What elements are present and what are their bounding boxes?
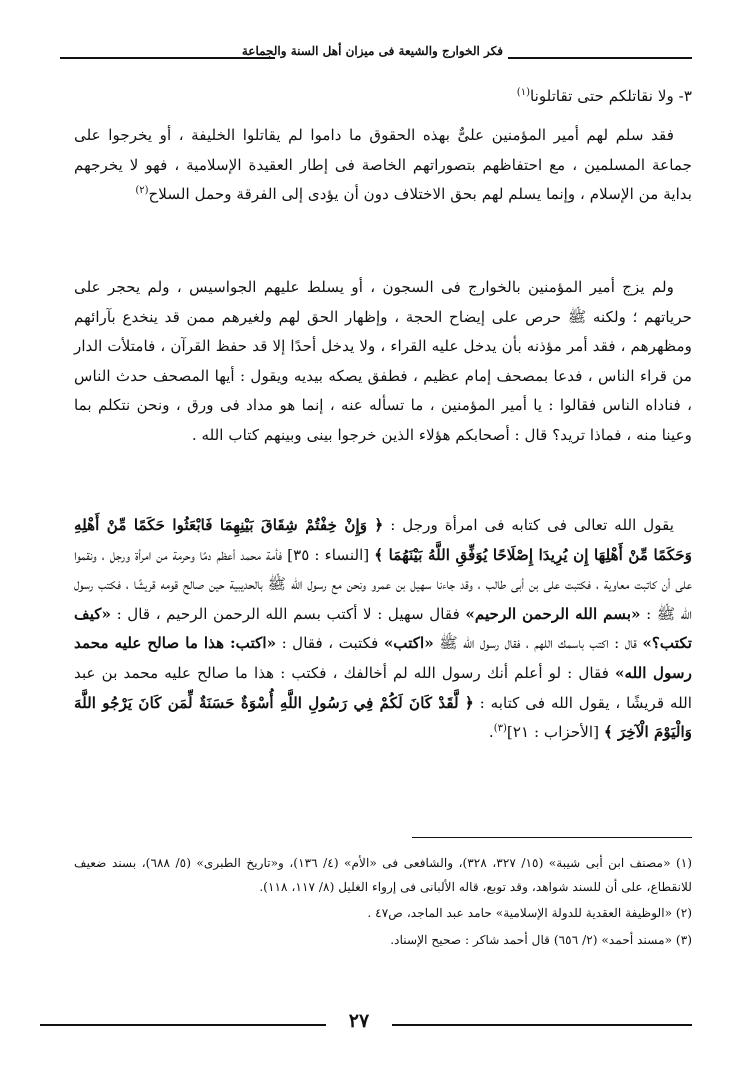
p4-sentence-3: فقال سهيل : لا أكتب بسم الله الرحمن الرحيم ، قال : (116, 604, 460, 623)
p4-sentence-6: فقال : لو أعلم أنك رسول الله لم أخالفك ، فكتب : هذا ما صالح عليه محمد بن عبد الله قريشًا ، يقول الله فى كتابه : (74, 663, 693, 712)
quote-uktub: «اكتب» (383, 634, 434, 653)
page-footer (40, 1010, 692, 1036)
page-number: ٢٧ (348, 1010, 370, 1032)
footnote-ref-1: (١) (516, 86, 530, 98)
p4-end: . (488, 723, 494, 742)
footer-rule-left (40, 1024, 326, 1026)
header-rule-left (60, 57, 275, 59)
paragraph-2-text: فقد سلم لهم أمير المؤمنين علىٌّ بهذه الحقوق ما داموا لم يقاتلوا الخليفة ، أو يخرجوا على جماعة المسلمين ، مع احتفاظهم بتصوراتهم الخاصة فى إطار العقيدة الإسلامية ، فهو لا يخرجهم بداية من الإسلام ، وإنما يسلم لهم بحق الاختلاف دون أن يؤدى إلى الفرقة وحمل السلاح (74, 126, 692, 204)
p4-sentence-1: يقول الله تعالى فى كتابه فى امرأة ورجل : (390, 516, 675, 534)
paragraph-2 (74, 121, 692, 210)
p4-sentence-2: [النساء : ٣٥] فأمة محمد أعظم دمًا وحرمة من امرأة ورجل ، ونقموا على أن كاتبت معاوية ، فكتبت على بن أبى طالب ، وقد جاءنا سهيل بن عمرو ونحن مع رسول الله ﷺ بالحديبية حين صالح قومه قريشًا ، فكتب رسول الله ﷺ : (74, 545, 692, 623)
footnote-2: (٢) «الوظيفة العقدية للدولة الإسلامية» حامد عبد الماجد، ص٤٧ . (367, 906, 692, 921)
footnote-separator (412, 837, 692, 838)
quote-kayfa: «كيف تكتب؟» (74, 604, 692, 653)
header-title: فكر الخوارج والشيعة فى ميزان أهل السنة والجماعة (241, 44, 503, 58)
basmala-quote: «بسم الله الرحمن الرحيم» (465, 604, 641, 623)
paragraph-3 (74, 273, 692, 451)
paragraph-3-text: ولم يزج أمير المؤمنين بالخوارج فى السجون ، أو يسلط عليهم الجواسيس ، ولم يحجر على حرياتهم ؛ ولكنه ﷺ حرص على إيضاح الحجة ، وإظهار الحق لهم ولغيرهم ممن قد ينخدع بآرائهم ومظهرهم ، فقد أمر مؤذنه بأن يدخل عليه القراء ، ولا يدخل أحدًا إلا قد حفظ القرآن ، فامتلأت الدار من قراء الناس ، فدعا بمصحف إمام عظيم ، فطفق يصكه بيديه ويقول : أيها المصحف حدث الناس ، فناداه الناس فقالوا : يا أمير المؤمنين ، ما تسأله عنه ، إنما هو مداد فى ورق ، ونحن نتكلم بما وعينا منه ، فماذا تريد؟ قال : أصحابكم هؤلاء الذين خرجوا بينى وبينهم كتاب الله . (74, 278, 692, 444)
footnote-1: (١) «مصنف ابن أبى شيبة» (١٥/ ٣٢٧، ٣٢٨)، والشافعى فى «الأم» (٤/ ١٣٦)، و«تاريخ الطبرى» (٥/ ٦٨٨)، بسند ضعيف للانقطاع، على أن للسند شواهد، وقد توبع، قاله الألبانى فى إرواء الغليل (٨/ ١١٧، ١١٨). (74, 856, 693, 894)
header-rule-right (508, 57, 692, 59)
quran-verse-nisa: ﴿ وَإِنْ خِفْتُمْ شِقَاقَ بَيْنِهِمَا فَابْعَثُوا حَكَمًا مِّنْ أَهْلِهِ وَحَكَمًا مِّنْ أَهْلِهَا إِن يُرِيدَا إِصْلَاحًا يُوَفِّقِ اللَّهُ بَيْنَهُمَا ﴾ (74, 516, 693, 564)
footnotes (74, 852, 692, 955)
running-header (60, 30, 692, 70)
footnote-ref-3: (٣) (493, 723, 507, 735)
paragraph-1-text: ٣- ولا نقاتلكم حتى تقاتلونا (529, 87, 692, 105)
p4-sentence-4: قال : اكتب باسمك اللهم ، فقال رسول الله ﷺ (439, 634, 637, 653)
footer-rule-right (392, 1024, 692, 1026)
paragraph-1 (74, 82, 692, 112)
paragraph-4 (74, 511, 692, 748)
footnote-ref-2: (٢) (135, 185, 149, 197)
quran-verse-ahzab: ﴿ لَّقَدْ كَانَ لَكُمْ فِي رَسُولِ اللَّهِ أُسْوَةٌ حَسَنَةٌ لِّمَن كَانَ يَرْجُو اللَّهَ وَالْيَوْمَ الْآخِرَ ﴾ (74, 693, 692, 742)
p4-sentence-5: فكتبت ، فقال : (281, 634, 379, 653)
footnote-3: (٣) «مسند أحمد» (٢/ ٦٥٦) قال أحمد شاكر : صحيح الإسناد. (390, 932, 692, 947)
p4-citation: [الأحزاب : ٢١] (506, 723, 600, 742)
quote-treaty: «اكتب: هذا ما صالح عليه محمد رسول الله» (74, 634, 692, 682)
